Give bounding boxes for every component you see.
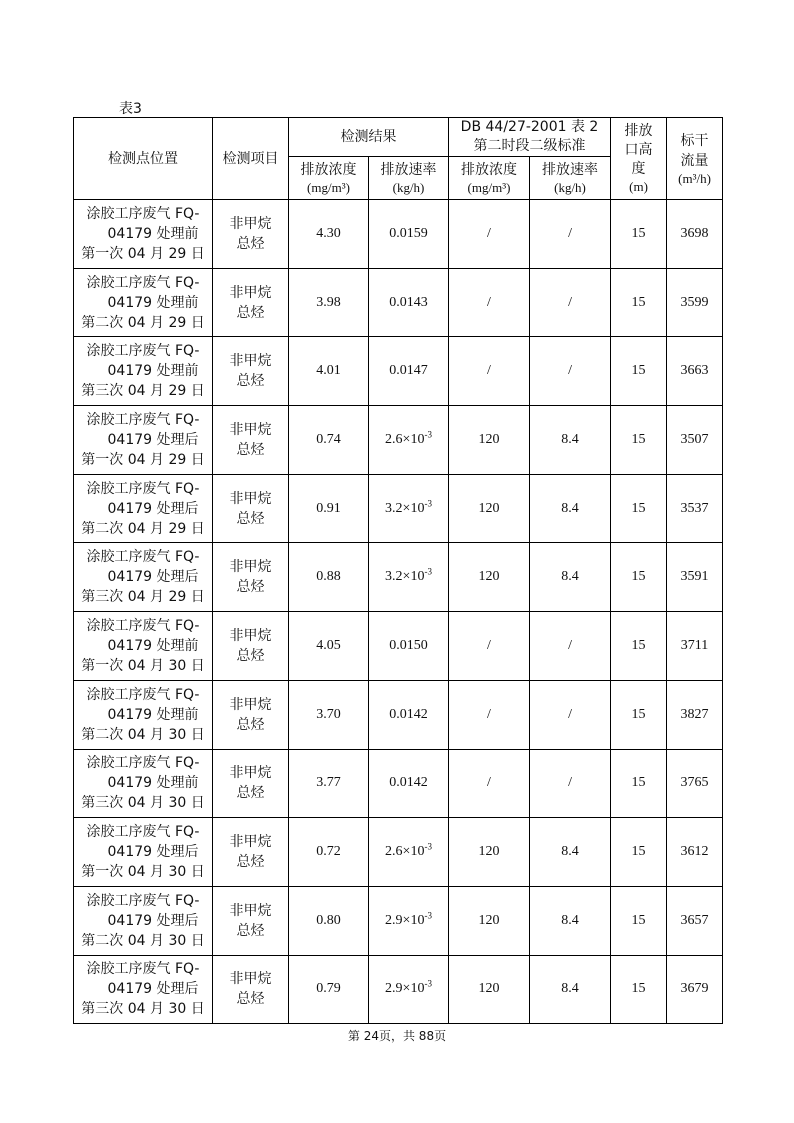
rate-base: 3.2×10	[385, 569, 425, 585]
location-line2: 04179 处理前	[107, 775, 199, 792]
location-line1: 涂胶工序废气 FQ-	[86, 617, 200, 634]
rate-exponent: -3	[424, 910, 432, 921]
location-line3: 第三次 04 月 30 日	[81, 1001, 205, 1018]
header-conc	[289, 157, 369, 200]
item-line1: 非甲烷	[229, 627, 272, 644]
item-line2: 总烃	[236, 304, 265, 321]
location-line2: 04179 处理后	[107, 431, 199, 448]
flow-cell: 3591	[667, 543, 723, 612]
height-cell: 15	[611, 818, 667, 887]
rate-exponent: -3	[424, 841, 432, 852]
table-row	[74, 337, 723, 406]
conc-cell: 3.70	[289, 680, 369, 749]
item-cell	[213, 543, 289, 612]
std-conc-cell: /	[449, 268, 530, 337]
flow-cell: 3507	[667, 406, 723, 475]
item-line1: 非甲烷	[229, 902, 272, 919]
std-rate-cell: 8.4	[530, 406, 611, 475]
std-rate-cell: /	[530, 337, 611, 406]
location-line3: 第一次 04 月 29 日	[81, 451, 205, 468]
rate-base: 2.9×10	[385, 981, 425, 997]
conc-cell: 0.74	[289, 406, 369, 475]
header-height-unit: (m)	[629, 179, 648, 194]
std-rate-cell: /	[530, 680, 611, 749]
item-cell	[213, 337, 289, 406]
std-rate-cell: 8.4	[530, 886, 611, 955]
location-line3: 第三次 04 月 29 日	[81, 589, 205, 606]
rate-cell	[369, 818, 449, 887]
item-line2: 总烃	[236, 922, 265, 939]
item-line2: 总烃	[236, 991, 265, 1008]
item-line1: 非甲烷	[229, 765, 272, 782]
header-height-line1: 排放	[624, 123, 653, 139]
std-rate-cell: /	[530, 200, 611, 269]
location-cell	[74, 955, 213, 1024]
location-line1: 涂胶工序废气 FQ-	[86, 274, 200, 291]
header-conc-unit: (mg/m³)	[307, 180, 350, 195]
item-line1: 非甲烷	[229, 490, 272, 507]
conc-cell: 0.91	[289, 474, 369, 543]
rate-exponent: -3	[424, 429, 432, 440]
item-line2: 总烃	[236, 785, 265, 802]
table-row	[74, 818, 723, 887]
location-line3: 第三次 04 月 30 日	[81, 795, 205, 812]
item-line2: 总烃	[236, 235, 265, 252]
table-row	[74, 268, 723, 337]
location-cell	[74, 337, 213, 406]
header-std-rate-unit: (kg/h)	[554, 180, 586, 195]
flow-cell: 3599	[667, 268, 723, 337]
height-cell: 15	[611, 268, 667, 337]
location-cell	[74, 200, 213, 269]
location-line2: 04179 处理前	[107, 706, 199, 723]
location-line2: 04179 处理后	[107, 981, 199, 998]
header-row-1	[74, 118, 723, 157]
table-row	[74, 543, 723, 612]
std-conc-cell: 120	[449, 543, 530, 612]
conc-cell: 0.79	[289, 955, 369, 1024]
std-conc-cell: 120	[449, 474, 530, 543]
location-line1: 涂胶工序废气 FQ-	[86, 480, 200, 497]
flow-cell: 3537	[667, 474, 723, 543]
location-line1: 涂胶工序废气 FQ-	[86, 205, 200, 222]
rate-cell	[369, 886, 449, 955]
rate-cell: 0.0147	[369, 337, 449, 406]
height-cell: 15	[611, 612, 667, 681]
rate-base: 3.2×10	[385, 500, 425, 516]
item-line2: 总烃	[236, 441, 265, 458]
rate-base: 2.9×10	[385, 912, 425, 928]
flow-cell: 3657	[667, 886, 723, 955]
rate-cell: 0.0143	[369, 268, 449, 337]
table-row	[74, 406, 723, 475]
location-line1: 涂胶工序废气 FQ-	[86, 411, 200, 428]
item-line1: 非甲烷	[229, 215, 272, 232]
location-line3: 第一次 04 月 30 日	[81, 657, 205, 674]
header-height-line3: 度	[631, 161, 646, 177]
height-cell: 15	[611, 680, 667, 749]
location-cell	[74, 612, 213, 681]
rate-cell: 0.0142	[369, 749, 449, 818]
item-line1: 非甲烷	[229, 421, 272, 438]
header-flow	[667, 118, 723, 200]
table-row	[74, 749, 723, 818]
item-cell	[213, 474, 289, 543]
height-cell: 15	[611, 406, 667, 475]
rate-exponent: -3	[424, 566, 432, 577]
rate-cell: 0.0142	[369, 680, 449, 749]
flow-cell: 3711	[667, 612, 723, 681]
rate-cell: 0.0150	[369, 612, 449, 681]
rate-cell: 0.0159	[369, 200, 449, 269]
std-rate-cell: 8.4	[530, 818, 611, 887]
rate-cell	[369, 406, 449, 475]
location-line1: 涂胶工序废气 FQ-	[86, 686, 200, 703]
std-rate-cell: 8.4	[530, 955, 611, 1024]
std-conc-cell: /	[449, 680, 530, 749]
location-line2: 04179 处理前	[107, 637, 199, 654]
rate-base: 2.6×10	[385, 844, 425, 860]
flow-cell: 3765	[667, 749, 723, 818]
table-row	[74, 474, 723, 543]
item-line1: 非甲烷	[229, 696, 272, 713]
std-conc-cell: /	[449, 612, 530, 681]
header-height	[611, 118, 667, 200]
location-line1: 涂胶工序废气 FQ-	[86, 755, 200, 772]
item-line2: 总烃	[236, 716, 265, 733]
rate-cell	[369, 955, 449, 1024]
std-rate-cell: /	[530, 749, 611, 818]
std-conc-cell: /	[449, 200, 530, 269]
flow-cell: 3612	[667, 818, 723, 887]
header-location: 检测点位置	[74, 118, 213, 200]
item-line1: 非甲烷	[229, 971, 272, 988]
header-conc-label: 排放浓度	[300, 162, 357, 178]
location-cell	[74, 680, 213, 749]
location-line3: 第一次 04 月 30 日	[81, 864, 205, 881]
location-line2: 04179 处理后	[107, 500, 199, 517]
location-cell	[74, 543, 213, 612]
item-line1: 非甲烷	[229, 834, 272, 851]
item-cell	[213, 406, 289, 475]
table-body	[74, 200, 723, 1024]
conc-cell: 0.72	[289, 818, 369, 887]
rate-base: 2.6×10	[385, 431, 425, 447]
item-line1: 非甲烷	[229, 284, 272, 301]
table-caption: 表3	[119, 101, 142, 117]
item-cell	[213, 200, 289, 269]
height-cell: 15	[611, 474, 667, 543]
location-line2: 04179 处理前	[107, 294, 199, 311]
std-rate-cell: /	[530, 612, 611, 681]
item-line2: 总烃	[236, 854, 265, 871]
height-cell: 15	[611, 955, 667, 1024]
location-line1: 涂胶工序废气 FQ-	[86, 824, 200, 841]
flow-cell: 3679	[667, 955, 723, 1024]
table-row	[74, 955, 723, 1024]
location-line2: 04179 处理后	[107, 844, 199, 861]
location-line2: 04179 处理前	[107, 363, 199, 380]
flow-cell: 3827	[667, 680, 723, 749]
rate-exponent: -3	[424, 497, 432, 508]
item-cell	[213, 749, 289, 818]
location-cell	[74, 886, 213, 955]
item-line2: 总烃	[236, 373, 265, 390]
location-cell	[74, 268, 213, 337]
location-line3: 第二次 04 月 30 日	[81, 932, 205, 949]
location-line3: 第二次 04 月 29 日	[81, 520, 205, 537]
item-line2: 总烃	[236, 647, 265, 664]
std-rate-cell: /	[530, 268, 611, 337]
std-conc-cell: 120	[449, 818, 530, 887]
header-std-conc-unit: (mg/m³)	[467, 180, 511, 195]
table-row	[74, 680, 723, 749]
item-line2: 总烃	[236, 579, 265, 596]
header-flow-line1: 标干	[680, 132, 709, 149]
table-row	[74, 886, 723, 955]
location-line1: 涂胶工序废气 FQ-	[86, 892, 200, 909]
rate-cell	[369, 474, 449, 543]
location-line3: 第二次 04 月 30 日	[81, 726, 205, 743]
item-cell	[213, 818, 289, 887]
header-std-conc-label: 排放浓度	[461, 162, 517, 178]
height-cell: 15	[611, 200, 667, 269]
flow-cell: 3663	[667, 337, 723, 406]
location-cell	[74, 818, 213, 887]
item-cell	[213, 612, 289, 681]
conc-cell: 3.98	[289, 268, 369, 337]
table-row	[74, 200, 723, 269]
item-line1: 非甲烷	[229, 353, 272, 370]
conc-cell: 4.30	[289, 200, 369, 269]
header-rate	[369, 157, 449, 200]
std-conc-cell: 120	[449, 886, 530, 955]
std-rate-cell: 8.4	[530, 543, 611, 612]
header-standard	[449, 118, 611, 157]
rate-exponent: -3	[424, 978, 432, 989]
item-line2: 总烃	[236, 510, 265, 527]
item-cell	[213, 955, 289, 1024]
location-cell	[74, 406, 213, 475]
header-standard-line2: 第二时段二级标准	[473, 138, 586, 154]
table-row	[74, 612, 723, 681]
item-line1: 非甲烷	[229, 559, 272, 576]
header-rate-label: 排放速率	[380, 162, 437, 178]
std-conc-cell: /	[449, 749, 530, 818]
header-rate-unit: (kg/h)	[392, 180, 425, 195]
conc-cell: 4.05	[289, 612, 369, 681]
header-flow-line2: 流量	[680, 152, 709, 169]
header-std-rate-label: 排放速率	[542, 162, 598, 178]
item-cell	[213, 886, 289, 955]
emission-table	[73, 117, 723, 1024]
location-line2: 04179 处理前	[107, 225, 199, 242]
location-line2: 04179 处理后	[107, 569, 199, 586]
header-item: 检测项目	[213, 118, 289, 200]
location-line3: 第二次 04 月 29 日	[81, 314, 205, 331]
header-flow-unit: (m³/h)	[678, 170, 711, 186]
item-cell	[213, 268, 289, 337]
conc-cell: 0.88	[289, 543, 369, 612]
location-cell	[74, 749, 213, 818]
location-line3: 第三次 04 月 29 日	[81, 383, 205, 400]
location-line1: 涂胶工序废气 FQ-	[86, 961, 200, 978]
std-conc-cell: /	[449, 337, 530, 406]
height-cell: 15	[611, 886, 667, 955]
height-cell: 15	[611, 749, 667, 818]
flow-cell: 3698	[667, 200, 723, 269]
location-cell	[74, 474, 213, 543]
header-standard-line1: DB 44/27-2001 表 2	[460, 119, 599, 135]
header-result: 检测结果	[289, 118, 449, 157]
conc-cell: 0.80	[289, 886, 369, 955]
std-conc-cell: 120	[449, 955, 530, 1024]
location-line1: 涂胶工序废气 FQ-	[86, 549, 200, 566]
conc-cell: 4.01	[289, 337, 369, 406]
location-line3: 第一次 04 月 29 日	[81, 245, 205, 262]
location-line1: 涂胶工序废气 FQ-	[86, 343, 200, 360]
height-cell: 15	[611, 337, 667, 406]
conc-cell: 3.77	[289, 749, 369, 818]
page-footer: 第 24页，共 88页	[347, 1029, 447, 1043]
header-std-rate	[530, 157, 611, 200]
item-cell	[213, 680, 289, 749]
rate-cell	[369, 543, 449, 612]
header-std-conc	[449, 157, 530, 200]
location-line2: 04179 处理后	[107, 912, 199, 929]
header-height-line2: 口高	[624, 142, 653, 158]
height-cell: 15	[611, 543, 667, 612]
std-conc-cell: 120	[449, 406, 530, 475]
std-rate-cell: 8.4	[530, 474, 611, 543]
